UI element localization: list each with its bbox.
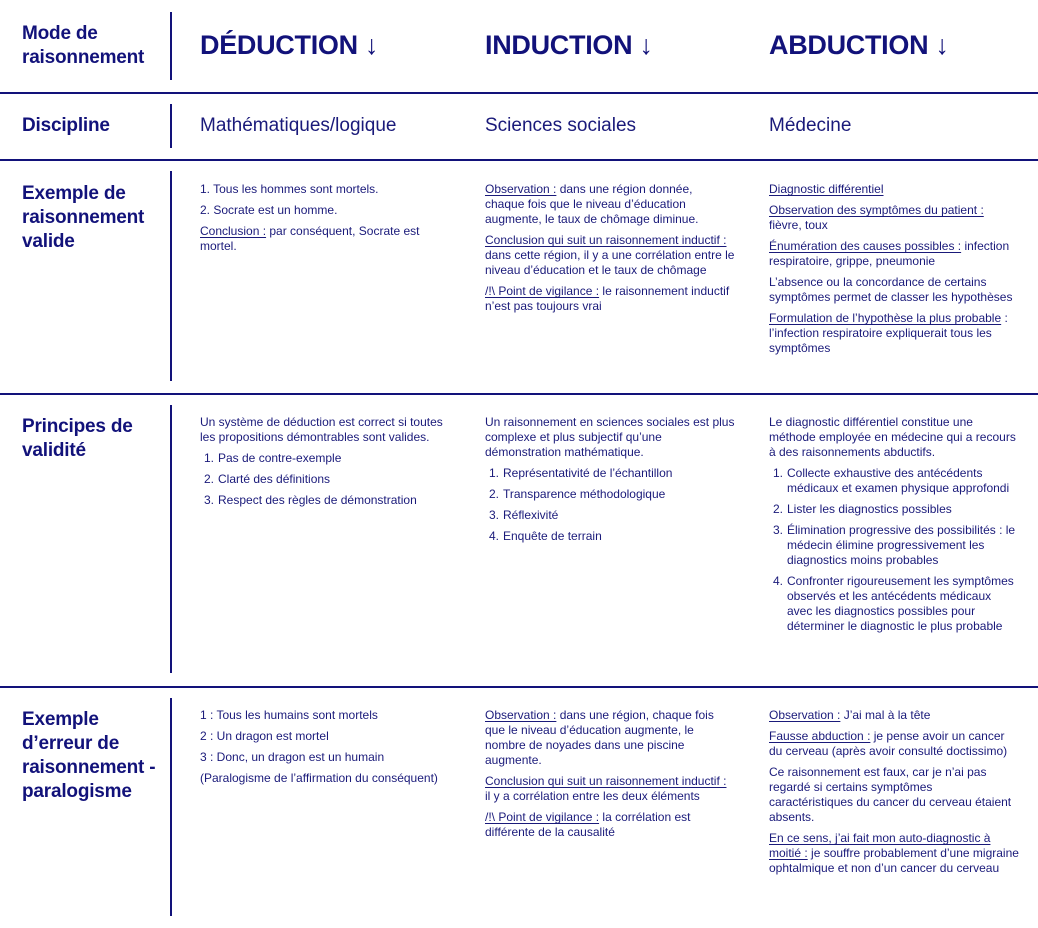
row-divider-3: [0, 393, 1038, 395]
premise-3: 3 : Donc, un dragon est un humain: [200, 750, 385, 764]
list-item: 3. Réflexivité: [489, 508, 559, 522]
discipline-induction: Sciences sociales: [485, 115, 637, 136]
observation: Observation : dans une région donnée, chaque fois que le niveau d’éducation augmente, le taux de chômage diminue.: [485, 182, 699, 226]
observation: Observation : J’ai mal à la tête: [769, 708, 931, 722]
column-divider: [170, 171, 172, 381]
list-item: 2. Transparence méthodologique: [489, 487, 666, 501]
premise-2: 2 : Un dragon est mortel: [200, 729, 329, 743]
row-divider-1: [0, 92, 1038, 94]
conclusion: Conclusion qui suit un raisonnement inductif : dans cette région, il y a une corrélation entre le niveau d’éducation et le taux de chômage: [485, 233, 735, 277]
intro: Le diagnostic différentiel constitue une méthode employée en médecine qui a recours à des raisonnements abductifs.: [769, 415, 1016, 459]
column-header-abduction: ABDUCTION ↓: [769, 30, 949, 60]
self-diagnosis: En ce sens, j’ai fait mon auto-diagnostic à moitié : je souffre probablement d’une migraine ophtalmique et non d’un cancer du cerveau: [769, 831, 1019, 875]
principles-list: [769, 466, 1019, 634]
premise-1: 1 : Tous les humains sont mortels: [200, 708, 378, 722]
conclusion: Conclusion qui suit un raisonnement inductif : il y a corrélation entre les deux éléments: [485, 774, 727, 803]
fallacy-induction: [485, 708, 735, 846]
hypothesis: Formulation de l’hypothèse la plus probable : l’infection respiratoire expliquerait tous les symptômes: [769, 311, 1008, 355]
observation: Observation : dans une région, chaque fois que le niveau d’éducation augmente, le nombre de noyades dans une piscine augmente.: [485, 708, 714, 767]
reasoning-note: Ce raisonnement est faux, car je n’ai pas regardé si certains symptômes caractéristiques du cancer du cerveau étaient absents.: [769, 765, 1012, 824]
principles-list: [200, 451, 450, 508]
column-divider: [170, 405, 172, 673]
differential-title: Diagnostic différentiel: [769, 182, 884, 196]
causes: Énumération des causes possibles : infection respiratoire, grippe, pneumonie: [769, 239, 1010, 268]
column-divider: [170, 104, 172, 148]
list-item: 1. Représentativité de l’échantillon: [489, 466, 673, 480]
principles-list: [485, 466, 735, 544]
list-item: 3. Respect des règles de démonstration: [204, 493, 417, 507]
header-row-label: Mode de raisonnement: [22, 23, 145, 68]
intro: Un raisonnement en sciences sociales est plus complexe et plus subjectif qu’une démonstration mathématique.: [485, 415, 735, 459]
premise-2: 2. Socrate est un homme.: [200, 203, 338, 217]
fallacy-deduction: [200, 708, 450, 792]
list-item: 4. Confronter rigoureusement les symptômes observés et les antécédents médicaux avec les diagnostics possibles pour déterminer le diagnostic le plus probable: [773, 574, 1014, 633]
discipline-row-label: Discipline: [22, 115, 110, 136]
column-divider: [170, 12, 172, 80]
principles-deduction: [200, 415, 450, 514]
list-item: 3. Élimination progressive des possibilités : le médecin élimine progressivement les diagnostics moins probables: [773, 523, 1016, 567]
premise-1: 1. Tous les hommes sont mortels.: [200, 182, 379, 196]
warning: /!\ Point de vigilance : la corrélation est différente de la causalité: [485, 810, 691, 839]
list-item: 4. Enquête de terrain: [489, 529, 602, 543]
list-item: 1. Collecte exhaustive des antécédents médicaux et examen physique approfondi: [773, 466, 1010, 495]
valid-example-abduction: [769, 182, 1019, 362]
column-header-induction: INDUCTION ↓: [485, 30, 653, 60]
row-divider-2: [0, 159, 1038, 161]
column-header-deduction: DÉDUCTION ↓: [200, 30, 379, 60]
principles-abduction: [769, 415, 1019, 640]
list-item: 2. Clarté des définitions: [204, 472, 331, 486]
column-divider: [170, 698, 172, 916]
principles-row-label: Principes de validité: [22, 416, 133, 461]
valid-example-deduction: [200, 182, 450, 260]
list-item: 2. Lister les diagnostics possibles: [773, 502, 952, 516]
valid-example-induction: [485, 182, 735, 320]
fallacy-note: (Paralogisme de l’affirmation du conséquent): [200, 771, 438, 785]
false-abduction: Fausse abduction : je pense avoir un cancer du cerveau (après avoir consulté doctissimo): [769, 729, 1008, 758]
valid-example-row-label: Exemple de raisonnement valide: [22, 183, 145, 252]
list-item: 1. Pas de contre-exemple: [204, 451, 342, 465]
absence-note: L’absence ou la concordance de certains symptômes permet de classer les hypothèses: [769, 275, 1013, 304]
intro: Un système de déduction est correct si toutes les propositions démontrables sont valides.: [200, 415, 443, 444]
discipline-deduction: Mathématiques/logique: [200, 115, 397, 136]
principles-induction: [485, 415, 735, 550]
fallacy-abduction: [769, 708, 1019, 882]
row-divider-4: [0, 686, 1038, 688]
discipline-abduction: Médecine: [769, 115, 852, 136]
symptoms: Observation des symptômes du patient : fièvre, toux: [769, 203, 984, 232]
conclusion: Conclusion : par conséquent, Socrate est mortel.: [200, 224, 420, 253]
warning: /!\ Point de vigilance : le raisonnement inductif n’est pas toujours vrai: [485, 284, 730, 313]
fallacy-row-label: Exemple d’erreur de raisonnement - paralogisme: [22, 709, 156, 802]
